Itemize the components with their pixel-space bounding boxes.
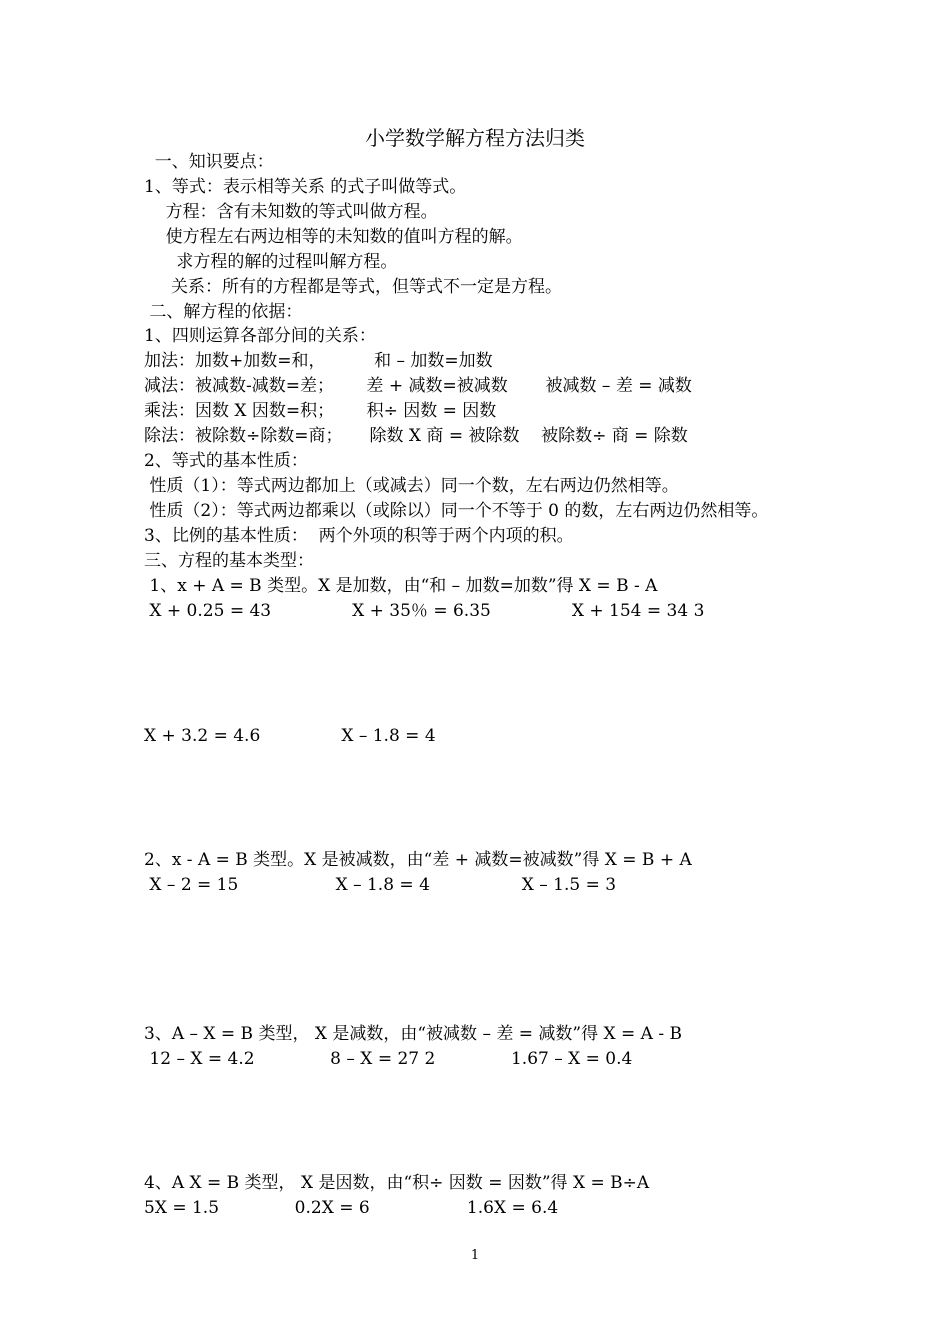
equation-type-heading: 4、A X = B 类型， X 是因数，由“积÷ 因数 = 因数”得 X = B÷A bbox=[144, 1173, 650, 1193]
text-line: 方程：含有未知数的等式叫做方程。 bbox=[144, 202, 438, 222]
section-heading-knowledge-points: 一、知识要点： bbox=[144, 152, 274, 172]
text-line: 性质（2）：等式两边都乘以（或除以）同一个不等于 0 的数，左右两边仍然相等。 bbox=[144, 501, 769, 521]
exercise-line: 12 – X = 4.2 8 – X = 27 2 1.67 – X = 0.4 bbox=[144, 1049, 633, 1069]
exercise-line: X + 3.2 = 4.6 X – 1.8 = 4 bbox=[144, 726, 436, 746]
text-line: 减法：被减数-减数=差； 差 + 减数=被减数 被减数 – 差 = 减数 bbox=[144, 376, 692, 396]
equation-type-heading: 3、A – X = B 类型， X 是减数，由“被减数 – 差 = 减数”得 X = A - B bbox=[144, 1024, 682, 1044]
text-line: 性质（1）：等式两边都加上（或减去）同一个数，左右两边仍然相等。 bbox=[144, 476, 679, 496]
text-line: 求方程的解的过程叫解方程。 bbox=[144, 252, 398, 272]
text-line: 2、等式的基本性质： bbox=[144, 451, 308, 471]
text-line: 关系：所有的方程都是等式，但等式不一定是方程。 bbox=[144, 277, 563, 297]
exercise-line: X – 2 = 15 X – 1.8 = 4 X – 1.5 = 3 bbox=[144, 875, 617, 895]
text-line: 除法：被除数÷除数=商； 除数 X 商 = 被除数 被除数÷ 商 = 除数 bbox=[144, 426, 688, 446]
document-title: 小学数学解方程方法归类 bbox=[365, 126, 585, 150]
text-line: 3、比例的基本性质： 两个外项的积等于两个内项的积。 bbox=[144, 526, 574, 546]
text-line: 1、四则运算各部分间的关系： bbox=[144, 326, 376, 346]
exercise-line: X + 0.25 = 43 X + 35％ = 6.35 X + 154 = 34 3 bbox=[144, 601, 705, 621]
text-line: 加法：加数+加数=和， 和 – 加数=加数 bbox=[144, 351, 493, 371]
section-heading-types: 三、方程的基本类型： bbox=[144, 551, 314, 571]
text-line: 1、等式：表示相等关系 的式子叫做等式。 bbox=[144, 177, 467, 197]
section-heading-basis: 二、解方程的依据： bbox=[144, 302, 303, 322]
exercise-line: 5X = 1.5 0.2X = 6 1.6X = 6.4 bbox=[144, 1198, 559, 1218]
text-line: 乘法：因数 X 因数=积； 积÷ 因数 = 因数 bbox=[144, 401, 497, 421]
equation-type-heading: 1、x + A = B 类型。X 是加数，由“和 – 加数=加数”得 X = B - A bbox=[144, 576, 658, 596]
page-number: 1 bbox=[470, 1248, 480, 1263]
text-line: 使方程左右两边相等的未知数的值叫方程的解。 bbox=[144, 227, 523, 247]
equation-type-heading: 2、x - A = B 类型。X 是被减数，由“差 + 减数=被减数”得 X = B + A bbox=[144, 850, 692, 870]
